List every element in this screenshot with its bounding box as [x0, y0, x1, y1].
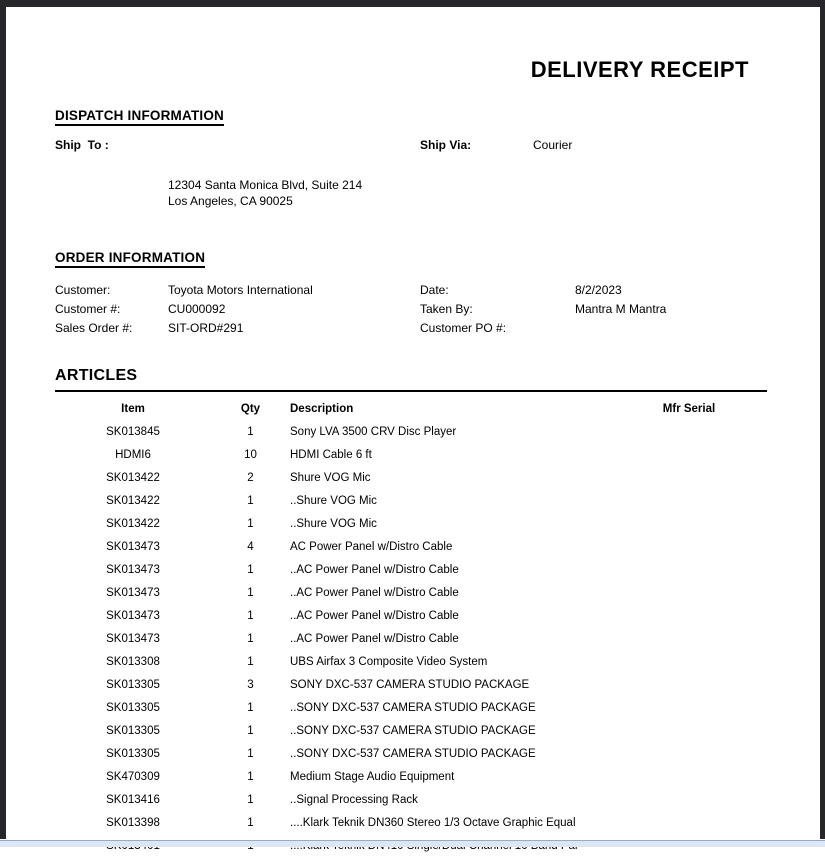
item-cell: SK470309	[106, 770, 160, 783]
description-cell: ..AC Power Panel w/Distro Cable	[290, 563, 459, 576]
description-cell: ....Klark Teknik DN360 Stereo 1/3 Octave Graphic Equal	[290, 816, 576, 829]
address-line-1: 12304 Santa Monica Blvd, Suite 214	[168, 178, 363, 192]
order-info-row	[55, 319, 767, 338]
qty-cell: 1	[247, 770, 254, 783]
window-frame-right	[820, 0, 825, 839]
ship-info-row	[55, 138, 767, 153]
item-cell: SK013473	[106, 632, 160, 645]
description-cell: UBS Airfax 3 Composite Video System	[290, 655, 488, 668]
table-row	[55, 535, 767, 558]
column-header-description: Description	[290, 403, 354, 415]
bottom-edge-bar	[0, 840, 825, 847]
column-header-item: Item	[121, 403, 145, 415]
customer-po-label: Customer PO #:	[420, 321, 507, 335]
qty-cell: 1	[247, 724, 254, 737]
item-cell: SK013305	[106, 747, 160, 760]
table-row	[55, 696, 767, 719]
order-info-row	[55, 300, 767, 319]
dispatch-section-heading: DISPATCH INFORMATION	[55, 108, 224, 126]
table-row	[55, 466, 767, 489]
qty-cell: 2	[247, 471, 254, 484]
qty-cell: 1	[247, 701, 254, 714]
sales-order-label: Sales Order #:	[55, 321, 133, 335]
articles-table-body	[55, 420, 767, 857]
customer-label: Customer:	[55, 283, 111, 297]
table-row	[55, 489, 767, 512]
ship-via-value: Courier	[533, 138, 573, 152]
qty-cell: 1	[247, 632, 254, 645]
description-cell: ..AC Power Panel w/Distro Cable	[290, 632, 459, 645]
qty-cell: 1	[247, 425, 254, 438]
customer-po-value	[575, 319, 767, 338]
description-cell: HDMI Cable 6 ft	[290, 448, 372, 461]
qty-cell: 1	[247, 609, 254, 622]
articles-divider	[55, 390, 767, 392]
order-info-grid	[55, 281, 767, 338]
description-cell: ..Shure VOG Mic	[290, 517, 377, 530]
date-label: Date:	[420, 283, 449, 297]
table-row	[55, 627, 767, 650]
description-cell: AC Power Panel w/Distro Cable	[290, 540, 453, 553]
qty-cell: 3	[247, 678, 254, 691]
description-cell: Shure VOG Mic	[290, 471, 371, 484]
qty-cell: 1	[247, 517, 254, 530]
table-row	[55, 742, 767, 765]
item-cell: SK013308	[106, 655, 160, 668]
item-cell: SK013305	[106, 678, 160, 691]
description-cell: Sony LVA 3500 CRV Disc Player	[290, 425, 457, 438]
qty-cell: 1	[247, 586, 254, 599]
ship-via-label: Ship Via:	[420, 138, 472, 152]
qty-cell: 1	[247, 747, 254, 760]
description-cell: Medium Stage Audio Equipment	[290, 770, 455, 783]
table-row	[55, 604, 767, 627]
item-cell: SK013473	[106, 540, 160, 553]
qty-cell: 1	[247, 655, 254, 668]
item-cell: SK013422	[106, 471, 160, 484]
description-cell: ..Shure VOG Mic	[290, 494, 377, 507]
item-cell: SK013845	[106, 425, 160, 438]
table-row	[55, 650, 767, 673]
item-cell: SK013473	[106, 609, 160, 622]
item-cell: SK013305	[106, 724, 160, 737]
table-row	[55, 788, 767, 811]
column-header-mfr-serial: Mfr Serial	[662, 403, 716, 415]
item-cell: SK013422	[106, 494, 160, 507]
item-cell: HDMI6	[115, 448, 151, 461]
receipt-page	[6, 7, 820, 839]
table-row	[55, 558, 767, 581]
window-frame-top	[0, 0, 825, 7]
articles-section-heading: ARTICLES	[55, 367, 138, 384]
table-row	[55, 581, 767, 604]
qty-cell: 1	[247, 793, 254, 806]
description-cell: ..SONY DXC-537 CAMERA STUDIO PACKAGE	[290, 724, 536, 737]
table-row	[55, 765, 767, 788]
table-row	[55, 512, 767, 535]
item-cell: SK013473	[106, 563, 160, 576]
item-cell: SK013398	[106, 816, 160, 829]
qty-cell: 1	[247, 816, 254, 829]
description-cell: ..AC Power Panel w/Distro Cable	[290, 586, 459, 599]
date-value: 8/2/2023	[575, 283, 622, 297]
address-line-2: Los Angeles, CA 90025	[168, 194, 293, 208]
description-cell: ..AC Power Panel w/Distro Cable	[290, 609, 459, 622]
sales-order-value: SIT-ORD#291	[168, 321, 244, 335]
table-row	[55, 443, 767, 466]
description-cell: ..SONY DXC-537 CAMERA STUDIO PACKAGE	[290, 701, 536, 714]
table-row	[55, 420, 767, 443]
description-cell: ..SONY DXC-537 CAMERA STUDIO PACKAGE	[290, 747, 536, 760]
taken-by-value: Mantra M Mantra	[575, 302, 667, 316]
qty-cell: 10	[244, 448, 257, 461]
description-cell: SONY DXC-537 CAMERA STUDIO PACKAGE	[290, 678, 530, 691]
table-row	[55, 811, 767, 834]
customer-number-value: CU000092	[168, 302, 226, 316]
qty-cell: 1	[247, 494, 254, 507]
ship-to-address	[168, 177, 767, 209]
page-title: DELIVERY RECEIPT	[530, 57, 749, 82]
customer-number-label: Customer #:	[55, 302, 121, 316]
table-row	[55, 719, 767, 742]
order-info-row	[55, 281, 767, 300]
receipt-content	[55, 57, 767, 857]
table-row	[55, 673, 767, 696]
customer-value: Toyota Motors International	[168, 283, 313, 297]
column-header-qty: Qty	[240, 403, 261, 415]
description-cell: ..Signal Processing Rack	[290, 793, 418, 806]
item-cell: SK013473	[106, 586, 160, 599]
item-cell: SK013422	[106, 517, 160, 530]
item-cell: SK013416	[106, 793, 160, 806]
taken-by-label: Taken By:	[420, 302, 473, 316]
ship-to-label: Ship To :	[55, 138, 109, 152]
qty-cell: 1	[247, 563, 254, 576]
articles-table-header	[55, 398, 767, 420]
qty-cell: 4	[247, 540, 254, 553]
item-cell: SK013305	[106, 701, 160, 714]
order-section-heading: ORDER INFORMATION	[55, 250, 205, 268]
